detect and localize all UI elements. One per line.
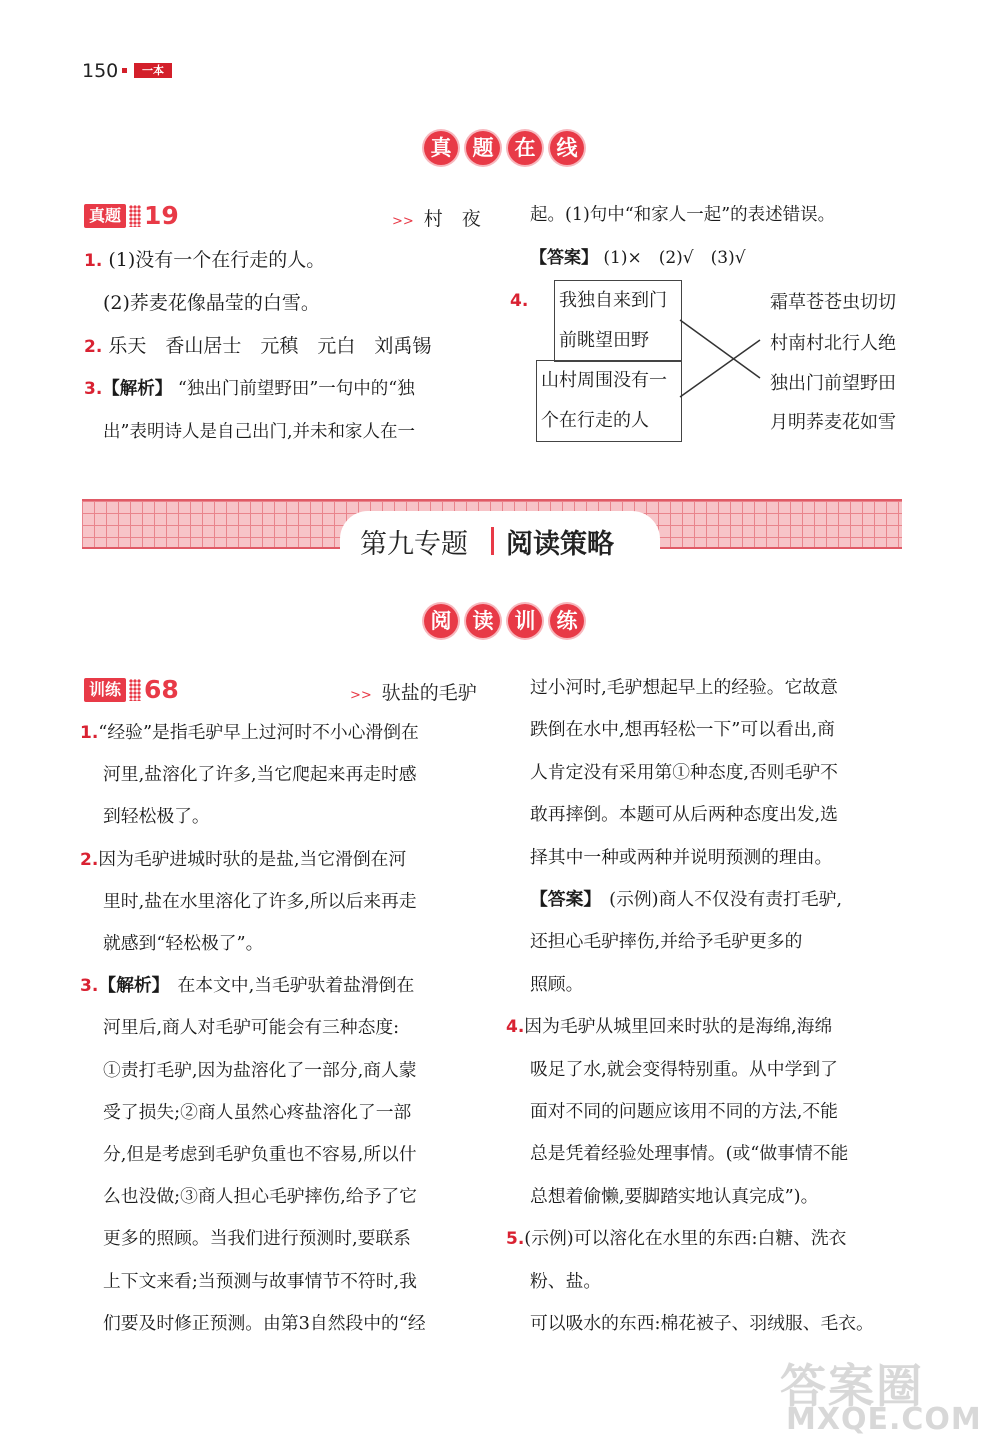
badge-number: 68	[144, 675, 179, 704]
title-char: 阅	[424, 604, 458, 638]
line-text: 总想着偷懒,要脚踏实地认真完成”)。	[530, 1185, 819, 1207]
box-line: 个在行走的人	[541, 410, 649, 431]
line-text: ①责打毛驴,因为盐溶化了一部分,商人蒙	[103, 1059, 417, 1081]
question-number: 4.	[510, 291, 529, 311]
poem-line: 霜草苍苍虫切切	[770, 292, 896, 313]
answer-line	[530, 1100, 838, 1124]
translation-box-b	[536, 360, 682, 442]
banner-topic: 第九专题	[360, 529, 468, 560]
line-text: (示例)可以溶化在水里的东西:白糖、洗衣	[524, 1228, 847, 1250]
answer-line	[530, 203, 835, 227]
exercise-subtitle	[350, 678, 477, 705]
line-text: 因为毛驴进城时驮的是盐,当它滑倒在河	[98, 848, 407, 870]
question-number: 1.	[84, 251, 103, 271]
answer-line	[80, 974, 414, 998]
question-number: 3.	[80, 976, 99, 997]
title-char: 真	[424, 131, 458, 165]
poem-line: 独出门前望野田	[770, 373, 896, 394]
poem-line: 月明荞麦花如雪	[770, 412, 896, 433]
line-text: 过小河时,毛驴想起早上的经验。它故意	[530, 677, 838, 698]
banner-separator	[491, 527, 494, 555]
answer-line	[530, 1185, 818, 1209]
badge-number: 19	[144, 201, 179, 230]
box-line: 我独自来到门	[559, 290, 667, 311]
watermark-logo: 答案圈	[780, 1359, 924, 1413]
answer-line	[506, 1015, 832, 1039]
line-text: (1)没有一个在行走的人。	[108, 249, 326, 271]
answer-line	[530, 676, 838, 700]
answer-line	[84, 334, 431, 359]
question-number: 1.	[80, 723, 99, 743]
line-text: 总是凭着经验处理事情。(或“做事情不能	[530, 1143, 849, 1165]
watermark-url: MXQE.COM	[786, 1402, 982, 1437]
answer-text: (1)× (2)√ (3)√	[603, 248, 746, 268]
answer-line	[530, 846, 832, 870]
answer-line	[80, 721, 419, 745]
badge-tag: 训练	[84, 678, 126, 702]
brand-divider	[122, 68, 127, 73]
box-line: 前眺望田野	[559, 330, 649, 351]
answer-line	[103, 763, 417, 787]
answer-line	[84, 248, 325, 273]
answer-line	[530, 930, 802, 954]
answer-line	[530, 803, 838, 827]
answer-line	[530, 1142, 848, 1166]
answer-line	[103, 932, 263, 956]
poem-line: 村南村北行人绝	[770, 333, 896, 354]
answer-line	[103, 890, 417, 914]
question-number: 5.	[506, 1229, 525, 1250]
subtitle-text: 驮盐的毛驴	[381, 682, 477, 704]
line-text: 到轻松极了。	[103, 806, 210, 828]
line-text: “独出门前望野田”一句中的“独	[177, 379, 415, 399]
brand-logo: 一本	[134, 63, 172, 78]
question-number: 2.	[84, 337, 103, 357]
answer-line	[103, 1016, 399, 1040]
exercise-badge	[84, 675, 179, 704]
line-text: 因为毛驴从城里回来时驮的是海绵,海绵	[524, 1016, 833, 1038]
line-text: 出”表明诗人是自己出门,并未和家人在一	[103, 422, 416, 442]
answer-line	[530, 1270, 601, 1294]
answer-line	[103, 291, 320, 315]
banner-heading: 阅读策略	[506, 529, 614, 560]
answer-line	[103, 1143, 417, 1167]
line-text: 起。(1)句中“和家人一起”的表述错误。	[530, 205, 836, 225]
title-char: 题	[466, 131, 500, 165]
line-text: 们要及时修正预测。由第3自然段中的“经	[103, 1312, 426, 1334]
translation-box-a	[554, 280, 682, 362]
answer-line	[530, 761, 838, 785]
chevron-icon: >>	[392, 214, 414, 229]
line-text: 在本文中,当毛驴驮着盐滑倒在	[177, 975, 415, 997]
line-text: 人肯定没有采用第①种态度,否则毛驴不	[530, 761, 838, 783]
answer-line	[103, 1185, 417, 1209]
answer-label: 【解析】	[98, 975, 170, 997]
line-text: (示例)商人不仅没有责打毛驴,	[609, 889, 843, 910]
line-text: 敢再摔倒。本题可从后两种态度出发,选	[530, 804, 838, 826]
line-text: 分,但是考虑到毛驴负重也不容易,所以什	[103, 1144, 417, 1165]
page-number: 150	[82, 60, 119, 82]
badge-dots	[129, 679, 141, 701]
line-text: 择其中一种或两种并说明预测的理由。	[530, 846, 833, 868]
line-text: 可以吸水的东西:棉花被子、羽绒服、毛衣。	[530, 1313, 874, 1334]
answer-line	[103, 1059, 417, 1083]
line-text: 里时,盐在水里溶化了许多,所以后来再走	[103, 890, 417, 912]
question-number: 3.	[84, 379, 103, 399]
line-text: 就感到“轻松极了”。	[103, 933, 264, 954]
line-text: 河里,盐溶化了许多,当它爬起来再走时感	[103, 764, 417, 786]
line-text: 乐天 香山居士 元稹 元白 刘禹锡	[108, 335, 432, 357]
answer-line	[103, 420, 415, 444]
line-text: 么也没做;③商人担心毛驴摔伤,给予了它	[103, 1186, 417, 1208]
line-text: 吸足了水,就会变得特别重。从中学到了	[530, 1058, 838, 1080]
title-char: 读	[466, 604, 500, 638]
section-title-zhenti	[424, 131, 584, 165]
answer-line	[530, 718, 835, 742]
line-text: 照顾。	[530, 973, 584, 995]
answer-line	[530, 1312, 874, 1336]
title-char: 练	[550, 604, 584, 638]
badge-dots	[129, 205, 141, 227]
analysis-label: 【解析】	[102, 379, 173, 399]
answer-line	[103, 1312, 426, 1336]
title-char: 线	[550, 131, 584, 165]
box-line: 山村周围没有一	[541, 370, 667, 391]
line-text: 还担心毛驴摔伤,并给予毛驴更多的	[530, 931, 803, 953]
line-text: 河里后,商人对毛驴可能会有三种态度:	[103, 1017, 400, 1039]
answer-line	[506, 1227, 846, 1251]
title-char: 训	[508, 604, 542, 638]
title-char: 在	[508, 131, 542, 165]
answer-label: 【答案】	[530, 248, 598, 268]
line-text: 上下文来看;当预测与故事情节不符时,我	[103, 1270, 417, 1292]
answer-line	[103, 1227, 411, 1251]
answer-line	[530, 1058, 838, 1082]
line-text: 跌倒在水中,想再轻松一下”可以看出,商	[530, 719, 835, 741]
line-text: 粉、盐。	[530, 1270, 602, 1292]
line-text: 更多的照顾。当我们进行预测时,要联系	[103, 1228, 411, 1250]
exercise-badge	[84, 201, 179, 230]
exercise-subtitle	[392, 204, 481, 231]
badge-tag: 真题	[84, 204, 126, 228]
subtitle-text: 村 夜	[423, 208, 481, 230]
line-text: 面对不同的问题应该用不同的方法,不能	[530, 1101, 838, 1122]
question-4	[510, 288, 528, 313]
question-number: 4.	[506, 1017, 525, 1038]
answer-line	[530, 888, 842, 912]
line-text: “经验”是指毛驴早上过河时不小心滑倒在	[98, 722, 419, 743]
answer-line	[80, 848, 406, 872]
line-text: (2)荞麦花像晶莹的白雪。	[103, 292, 320, 314]
answer-line	[530, 973, 583, 997]
matching-lines	[676, 300, 766, 420]
line-text: 受了损失;②商人虽然心疼盐溶化了一部	[103, 1101, 412, 1123]
section-title-yuedu	[424, 604, 584, 638]
answer-line	[84, 377, 415, 401]
answer-line	[103, 1270, 417, 1294]
answer-label: 【答案】	[530, 889, 602, 910]
chevron-icon: >>	[350, 688, 372, 703]
answer-line	[530, 246, 746, 270]
answer-line	[103, 1101, 411, 1125]
question-number: 2.	[80, 849, 99, 870]
answer-line	[103, 805, 210, 829]
